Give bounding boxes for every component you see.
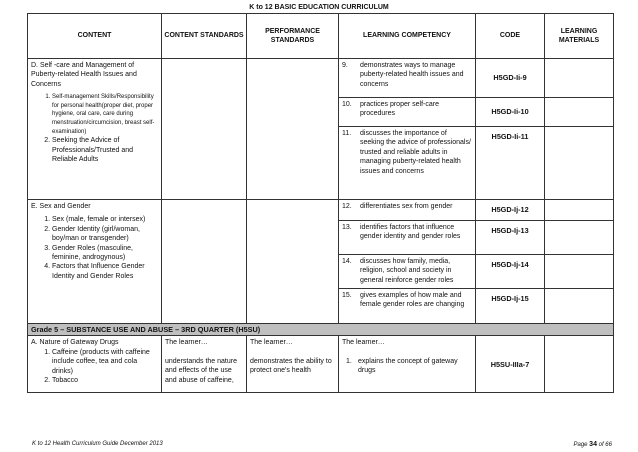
- curriculum-table: [27, 13, 614, 393]
- section-a-title: A. Nature of Gateway Drugs: [31, 339, 119, 347]
- section-e-title: E. Sex and Gender: [31, 203, 91, 210]
- list-item: 2. Seeking the Advice of Professionals/Trusted and Reliable Adults: [52, 136, 158, 164]
- header-content: CONTENT: [28, 14, 162, 59]
- code-cell: H5GD-Ij-15: [476, 289, 545, 324]
- section-a-content-standards: The learner… understands the nature and effects of the use and abuse of caffeine,: [162, 336, 247, 393]
- header-performance-standards: PERFORMANCE STANDARDS: [247, 14, 339, 59]
- section-e-list: [31, 215, 158, 281]
- section-d-performance-standards: [247, 59, 339, 200]
- header-content-standards: CONTENT STANDARDS: [162, 14, 247, 59]
- section-e-content: [28, 200, 162, 324]
- competency-11: 11. discusses the importance of seeking the advice of professionals/ trusted and reliable adults in managing puberty-related health issues and concerns: [339, 127, 476, 200]
- list-item: 3. Gender Roles (masculine, feminine, androgynous): [52, 244, 158, 263]
- table-row: [28, 336, 614, 393]
- section-a-performance-standards: The learner… demonstrates the ability to protect one's health: [247, 336, 339, 393]
- materials-cell: [545, 221, 614, 255]
- code-cell: H5GD-Ii-9: [476, 59, 545, 98]
- competency-15: 15. gives examples of how male and female gender roles are changing: [339, 289, 476, 324]
- header-row: [28, 14, 614, 59]
- grade-row: [28, 324, 614, 336]
- footer-page-number: Page 34 of 66: [573, 441, 612, 448]
- table-row: [28, 59, 614, 98]
- competency-9: 9. demonstrates ways to manage puberty-related health issues and concerns: [339, 59, 476, 98]
- grade-heading: Grade 5 – SUBSTANCE USE AND ABUSE – 3RD QUARTER (H5SU): [28, 324, 614, 336]
- section-a-competency: The learner… 1. explains the concept of gateway drugs: [339, 336, 476, 393]
- header-code: CODE: [476, 14, 545, 59]
- code-cell: H5GD-Ij-14: [476, 255, 545, 289]
- materials-cell: [545, 255, 614, 289]
- code-cell: H5GD-Ij-13: [476, 221, 545, 255]
- list-item: 4. Factors that Influence Gender Identity and Gender Roles: [52, 262, 158, 281]
- materials-cell: [545, 98, 614, 127]
- section-d-list: [31, 93, 158, 164]
- materials-cell: [545, 336, 614, 393]
- list-item: 2. Tobacco: [52, 376, 158, 385]
- footer-guide-label: K to 12 Health Curriculum Guide December 2013: [32, 441, 163, 447]
- list-item: 1. Caffeine (products with caffeine include coffee, tea and cola drinks): [52, 348, 158, 376]
- materials-cell: [545, 289, 614, 324]
- section-e-performance-standards: [247, 200, 339, 324]
- competency-10: 10. practices proper self-care procedures: [339, 98, 476, 127]
- section-d-content-standards: [162, 59, 247, 200]
- header-learning-materials: LEARNING MATERIALS: [545, 14, 614, 59]
- code-cell: H5SU-IIIa-7: [476, 336, 545, 393]
- materials-cell: [545, 200, 614, 221]
- list-item: 1. Sex (male, female or intersex): [52, 215, 158, 224]
- header-learning-competency: LEARNING COMPETENCY: [339, 14, 476, 59]
- section-e-content-standards: [162, 200, 247, 324]
- table-row: [28, 200, 614, 221]
- competency-13: 13. identifies factors that influence gender identity and gender roles: [339, 221, 476, 255]
- code-cell: H5GD-Ii-11: [476, 127, 545, 200]
- section-d-title: D. Self -care and Management of Puberty-related Health Issues and Concerns: [31, 62, 137, 88]
- code-cell: H5GD-Ij-12: [476, 200, 545, 221]
- materials-cell: [545, 59, 614, 98]
- code-cell: H5GD-Ii-10: [476, 98, 545, 127]
- section-a-content: [28, 336, 162, 393]
- list-item: 2. Gender Identity (girl/woman, boy/man or transgender): [52, 225, 158, 244]
- competency-12: 12. differentiates sex from gender: [339, 200, 476, 221]
- section-d-content: [28, 59, 162, 200]
- list-item: 1. Self-management Skills/Responsibility for personal health(proper diet, proper hygiene, oral care, care during menstruation/circumcision, breast self-examination): [52, 93, 158, 136]
- document-title: K to 12 BASIC EDUCATION CURRICULUM: [249, 4, 389, 11]
- materials-cell: [545, 127, 614, 200]
- section-a-list: [31, 348, 158, 386]
- competency-14: 14. discusses how family, media, religion, school and society in general reinforce gender roles: [339, 255, 476, 289]
